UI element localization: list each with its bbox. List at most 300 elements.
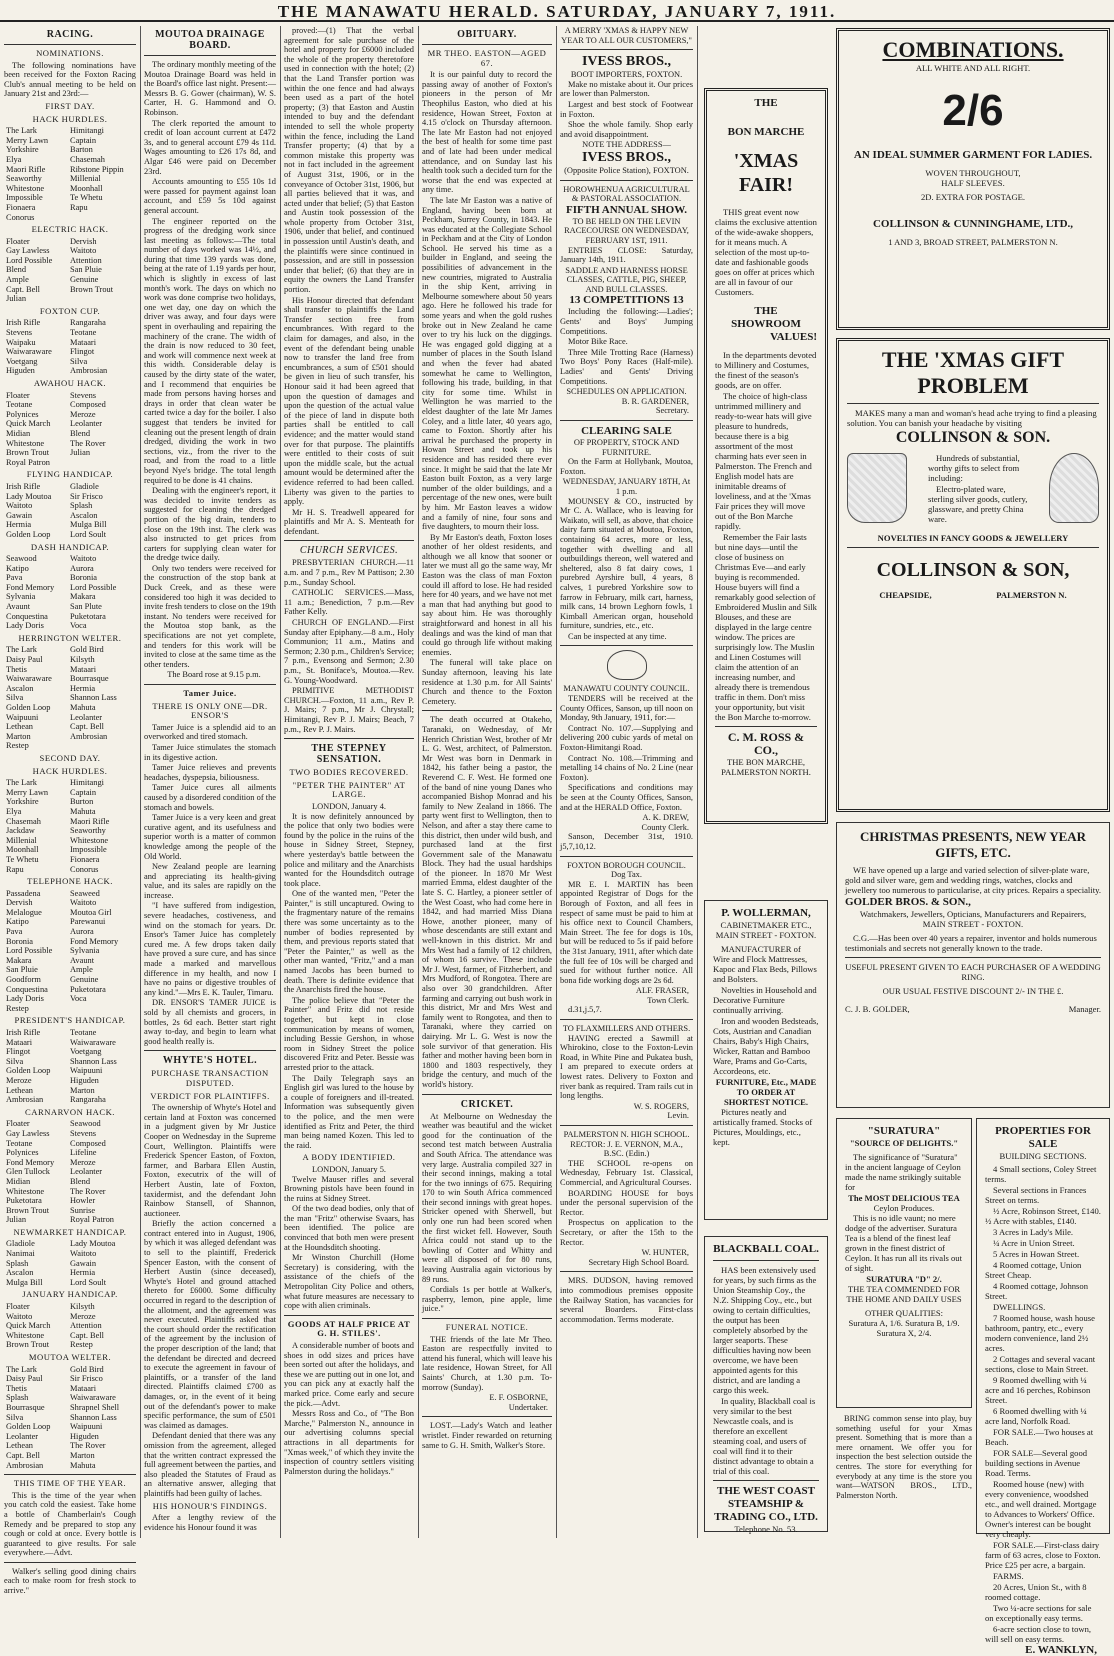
horse-name: Royal Patron (70, 1215, 114, 1225)
article-paragraph: Can be inspected at any time. (568, 631, 667, 641)
walker-note: Walker's selling good dining chairs each to make room for fresh stock to arrive." (4, 1566, 136, 1596)
signature: E. F. OSBORNE, (489, 1393, 548, 1403)
horse-name: Meroze (70, 1157, 96, 1167)
race-entry-row (4, 1038, 136, 1048)
horse-name: Whitestone (6, 183, 45, 193)
woll-sub: CABINETMAKER ETC., (720, 920, 812, 930)
sur-title: "SURATURA" (867, 1125, 941, 1137)
sur-sub: "SOURCE OF DELIGHTS." (849, 1138, 959, 1148)
race-title: ELECTRIC HACK. (31, 224, 109, 235)
race-entry-row (4, 1422, 136, 1432)
cricket-title: CRICKET. (460, 1098, 514, 1110)
article-paragraph: One of the wanted men, "Peter the Painter," is still uncaptured. Owing to the fragmentary nature of the remains there was some uncertainty as to the number of bodies represented by them, and previous reports stated that "Peter the Painter," as well as the other man wanted, "Fritz," and a man named Jacobs has been burned to death. There is definite evidence that the Anarchists fired the house. (284, 889, 414, 995)
race-entry-row (4, 184, 136, 194)
article-paragraph: MANUFACTURER of Wire and Flock Mattresses, Kapoc and Flax Beds, Pillows and Bolsters. (713, 944, 817, 984)
horse-name: Pava (6, 573, 23, 583)
golder-discount: OUR USUAL FESTIVE DISCOUNT 2/- IN THE £. (882, 986, 1064, 996)
wollerman-ad (704, 900, 828, 1220)
horse-name: Polynices (6, 409, 39, 419)
horse-name: Puketotara (70, 984, 106, 994)
race-entry-row (4, 684, 136, 694)
race-entry-row (4, 937, 136, 947)
horse-name: Yorkshire (6, 145, 39, 155)
suratura-ad (836, 1118, 972, 1408)
race-entry-row (4, 482, 136, 492)
horse-name: Kilsyth (70, 1302, 95, 1312)
horse-name: Waipuuni (70, 1066, 103, 1076)
horse-name: Lady Moutoa (6, 491, 52, 501)
blackball-ad (704, 1236, 828, 1532)
article-paragraph: THIS great event now claims the exclusive attention of the wide-awake shoppers, for it means much. A selection of the most up-to-date and fashionable goods goes on offer at prices which are all in favour of our Customers. (715, 207, 817, 297)
race-title: AWAHOU HACK. (33, 378, 107, 388)
signature: A. K. DREW, (642, 813, 689, 823)
comb-title: COMBINATIONS. (882, 37, 1064, 62)
article-paragraph: WE have opened up a large and varied selection of silver-plate ware, gold and silver ware, gem and wedding rings, watches, clocks and jewellery too numerous to particularise, at city prices. Repairs a speciality. (845, 865, 1101, 895)
horse-name: Fond Memory (6, 1157, 55, 1167)
horse-name: Impossible (70, 845, 107, 855)
sur-d: SURATURA "D" 2/. (866, 1274, 942, 1284)
ivess-note: NOTE THE ADDRESS— (582, 140, 671, 150)
race-entry-row (4, 501, 136, 511)
horo-competitions: 13 COMPETITIONS 13 (569, 294, 684, 307)
horse-name: Meroze (70, 1311, 96, 1321)
horse-name (70, 213, 134, 223)
race-entry-row (4, 492, 136, 502)
horo-date: TO BE HELD ON THE LEVIN RACECOURSE ON WEDNESDAY, FEBRUARY 1ST, 1911. (564, 216, 689, 245)
article-paragraph: MAKES many a man and woman's head ache trying to find a pleasing solution. You can banish your headache by visiting (847, 408, 1097, 428)
horse-name: Makara (70, 592, 96, 602)
horse-name: Conorus (70, 864, 99, 874)
horse-name: The Rover (70, 1441, 106, 1451)
horse-name: Lady Doris (6, 621, 44, 631)
article-paragraph: Cordials 1s per bottle at Walker's, raspberry, lemon, pine apple, lime juice." (422, 1285, 552, 1314)
horse-name: Seaworthy (6, 174, 42, 184)
article-paragraph: Pictures neatly and artistically framed. Stocks of Pictures, Mouldings, etc., kept. (713, 1107, 813, 1147)
dateline: LONDON, January 5. (312, 1164, 386, 1174)
horse-name: Lord Possible (6, 946, 53, 956)
article-paragraph: TENDERS will be received at the County Offices, Sanson, up till noon on Monday, 9th January, 1911, for:— (560, 694, 693, 723)
horse-name: The Rover (70, 438, 106, 448)
race-entry-row (4, 1057, 136, 1067)
horse-name: Lethean (6, 1441, 33, 1451)
cruet-icon (1049, 453, 1099, 523)
article-paragraph: On the Farm at Hollybank, Moutoa, Foxton. (560, 457, 693, 476)
race-entry-row (4, 592, 136, 602)
race-entry-row (4, 713, 136, 723)
horse-name: Gladiole (6, 1239, 35, 1249)
horse-name: Polynices (6, 1148, 39, 1158)
obituary-title: OBITUARY. (457, 29, 517, 40)
race-entry-row (4, 612, 136, 622)
horse-name: Elya (6, 806, 22, 816)
horse-name: Hermia (70, 683, 96, 693)
first-day-heading: FIRST DAY. (45, 100, 95, 111)
race-entry-row (4, 965, 136, 975)
race-entry-row (4, 778, 136, 788)
signature: ALF. FRASER, (635, 986, 689, 996)
horse-name: Splash (70, 501, 93, 511)
article-paragraph: The ordinary monthly meeting of the Moutoa Drainage Board was held in the Board's office last night. Present:—Messrs B. G. Gower (chairman), W. S. Carter, H. G. Hammond and O. Robinson. (144, 60, 276, 117)
horse-name: Waipuuni (6, 712, 39, 722)
horse-name: Meroze (70, 409, 96, 419)
horse-name: Dervish (70, 236, 97, 246)
horse-name: Mataari (6, 1037, 33, 1047)
race-entry-row (4, 318, 136, 328)
horse-name: Higuden (70, 1075, 99, 1085)
horse-name: Silva (70, 356, 88, 366)
horse-name: Goodform (6, 975, 41, 985)
golder-ad (836, 822, 1110, 1108)
clearing-sub: OF PROPERTY, STOCK AND FURNITURE. (573, 438, 680, 457)
race-entry-row (4, 1259, 136, 1269)
article-paragraph: BOARDING HOUSE for boys under the personal supervision of the Rector. (560, 1188, 693, 1217)
horse-name: Fond Memory (70, 936, 119, 946)
bon-the: THE (754, 97, 778, 109)
dateline: LONDON, January 4. (312, 801, 386, 811)
properties-ad (976, 1118, 1110, 1656)
horse-name: Fond Memory (6, 582, 55, 592)
watson-ad (836, 1414, 972, 1534)
article-paragraph: SADDLE AND HARNESS HORSE CLASSES, CATTLE, PIG, SHEEP, AND BULL CLASSES. (565, 265, 688, 294)
article-paragraph: A considerable number of boots and shoes in odd sizes and prices have been sorted out after the holidays, and these we are putting out in one lot, and you can pick any at exactly half the marked price. Come early and secure the pick.—Advt. (284, 1341, 415, 1408)
horse-name: Sunrise (70, 1205, 96, 1215)
race-entry-row (4, 439, 136, 449)
tamer-title: Tamer Juice. (183, 688, 237, 698)
horo-show: FIFTH ANNUAL SHOW. (566, 203, 687, 216)
race-title: FOXTON CUP. (39, 305, 101, 316)
honour-title: HIS HONOUR'S FINDINGS. (152, 1500, 268, 1511)
article-paragraph: Iron and wooden Bedsteads, Cots, Austrian and Canadian Chairs, Baby's High Chairs, Wicker, Rattan and Bamboo Ware, Prams and Go-Carts, Accordeons, etc. (713, 1016, 819, 1076)
horse-name: Waitoto (6, 501, 33, 511)
woll-head: FURNITURE, Etc., MADE TO ORDER AT SHORTEST NOTICE. (715, 1077, 817, 1107)
article-paragraph: Shoe the whole family. Shop early and avoid disappointment. (560, 120, 693, 139)
article-paragraph: It is our painful duty to record the passing away of another of Foxton's pioneers in the person of Mr Theophilus Easton, who died at his residence, Howan Street, Foxton at 4.15 o'clock on Thursday afternoon. The late Mr Easton had not enjoyed the best of health for some time past and of late had been under medical attendance, and on Sunday last his health took such a decided turn for the worse that the end was expected at any time. (422, 70, 552, 195)
horse-name: Capt. Bell (6, 1450, 40, 1460)
whyte-subtitle: PURCHASE TRANSACTION DISPUTED. (151, 1068, 269, 1088)
prop-sub: BUILDING SECTIONS. (999, 1151, 1087, 1161)
school-title: PALMERSTON N. HIGH SCHOOL. (563, 1130, 690, 1139)
bon-showroom: SHOWROOM (731, 318, 801, 330)
race-entry-row (4, 458, 136, 468)
horse-name: Moonhall (70, 183, 103, 193)
race-entry-row (4, 908, 136, 918)
horse-name: Whitestone (70, 835, 109, 845)
golder-name: GOLDER BROS. & SON., (845, 896, 971, 908)
sur-qualities: Suratura A, 1/6. Suratura B, 1/9. Suratura X, 2/4. (848, 1318, 960, 1338)
article-paragraph: Sanson, December 31st, 1910. j5,7,10,12. (560, 832, 693, 851)
comb-post: 2D. EXTRA FOR POSTAGE. (920, 192, 1026, 202)
this-time-text: This is the time of the year when you catch cold the easiest. Take home a bottle of Chamberlain's Cough Remedy and be prepared to stop any cough or cold at once. Every bottle is guaranteed to give results. For sale everywhere.—Advt. (4, 1490, 136, 1558)
race-entry-row (4, 213, 136, 223)
horse-name: Gay Lawless (6, 1128, 50, 1138)
horo-title: HOROWHENUA AGRICULTURAL & PASTORAL ASSOCIATION. (563, 184, 690, 204)
race-entry-row (4, 975, 136, 985)
property-item: 6 Roomed dwelling with ¼ acre land, Norfolk Road. (985, 1406, 1087, 1426)
horse-name: Lord Possible (6, 255, 53, 265)
sur-other: OTHER QUALITIES: (864, 1308, 944, 1318)
horse-name: Genuine (70, 975, 99, 985)
property-item: FOR SALE.—Two houses at Beach. (985, 1427, 1094, 1447)
horse-name: Capt. Bell (6, 284, 40, 294)
article-paragraph: The late Mr Easton was a native of England, having been born at Peckham, Surrey County, in 1843. He was educated at the Collegiate School in Peckham and at the City of London School. He served his time as a builder in England, and seeing the possibilities of advancement in the new countries, migrated to Australia in the ship Kent, arriving in Melbourne somewhere about 50 years ago. Here he followed his trade for some years and when the gold rushes broke out in New Zealand he came over to try his luck on the diggings. He was engaged gold digging at a number of places in the South Island and when the fever had abated somewhat he came to Wellington, following his trade, building, in that city for some time. Whilst in Wellington he was married to the eldest daughter of the late Mr James Coley, and a little later, 40 years ago, came to Foxton. Shortly after his arrival he purchased the property in Howan Street and took up his residence and has resided there ever since. It might be said that the late Mr Easton built Foxton, as a very large number of the older buildings, and a percentage of the new ones, were built by him. Mr Easton leaves a widow and a family of nine, four sons and five daughters, to mourn their loss. (422, 195, 552, 532)
signature: Town Clerk. (647, 995, 689, 1005)
school-rector: RECTOR: J. E. VERNON, M.A., B.SC. (Edin.) (570, 1139, 683, 1159)
horse-name: Hermia (70, 1268, 96, 1278)
horse-name: Pava (6, 927, 23, 937)
horse-name: Kilsyth (70, 655, 95, 665)
race-entry-row (4, 1148, 136, 1158)
horse-name: Shannon Lass (70, 1412, 117, 1422)
horse-name: Leolanter (70, 1167, 103, 1177)
race-list (4, 1016, 136, 1104)
race-entry-row (4, 391, 136, 401)
property-item: DWELLINGS. (993, 1302, 1046, 1312)
property-item: 3 Acres in Lady's Mile. (993, 1227, 1074, 1237)
ivess-header: A MERRY 'XMAS & HAPPY NEW YEAR TO ALL OUR CUSTOMERS," (561, 26, 692, 45)
steamship-name: THE WEST COAST STEAMSHIP & TRADING CO., LTD. (714, 1485, 818, 1523)
horse-name: Blend (6, 265, 27, 275)
article-paragraph: Tamer Juice is a splendid aid to an overworked and tired stomach. (144, 722, 276, 742)
race-entry-row (4, 1004, 136, 1014)
race-entry-row (4, 1278, 136, 1288)
article-paragraph: The Board rose at 9.15 p.m. (167, 670, 261, 680)
horse-name: Marton (70, 1450, 95, 1460)
horse-name: Royal Patron (6, 457, 50, 467)
article-paragraph: The engineer reported on the progress of the dredging work since last meeting as follows:—The total number of days worked was 14½, and during that time 139 yards was done, being at the rate of 1.19 yards per hour, which is slightly in excess of last month's work. The days on which no work was done comprise two holidays, one wet day, one day on which the driver was away, and four days were spent in overhauling and repairing the machinery of the crane. The width of the drain is now reduced to 30 feet, and work will commence next week at this width. Considerable delay is caused by the dirty state of the water, and I recommend that enquiries be made from persons having horses and drays in order that clean water be carted twice a day for the boiler. I also suggest that tenders be invited for cleaning out the present length of drain dredged, dividing the work in two sections, viz., from the river to the road, and from the road to a little beyond Nye's bridge. The total length required to be done is 41 chains. (144, 216, 276, 485)
horse-name: Waipuuni (70, 1422, 103, 1432)
race-entry-row (4, 347, 136, 357)
county-title: MANAWATU COUNTY COUNCIL. (563, 684, 690, 694)
clearing-date: WEDNESDAY, JANUARY 18TH, At 1 p.m. (562, 477, 691, 496)
horse-name: Seaweed (70, 888, 100, 898)
horse-name: Rangaraha (70, 318, 106, 328)
bon-ross2: THE BON MARCHE, (726, 757, 806, 767)
horse-name: Passadena (6, 888, 41, 898)
bon-the2: THE (754, 305, 778, 317)
horse-name: The Lark (6, 126, 37, 136)
race-entry-row (4, 1365, 136, 1375)
race-entry-row (4, 285, 136, 295)
horse-name: Rapu (6, 864, 24, 874)
horse-name: Gawain (6, 510, 33, 520)
horse-name: Capt. Bell (70, 1330, 104, 1340)
article-paragraph: THE SCHOOL re-opens on Wednesday, February 1st. Classical, Commercial, and Agricultural Courses. (560, 1158, 693, 1187)
horse-name: Melalogue (6, 907, 42, 917)
bon-values: VALUES! (770, 331, 817, 343)
article-paragraph: MRS. DUDSON, having removed into commodious premises opposite the Railway Station, has vacancies for several Boarders. First-class accommodation. Terms moderate. (560, 1276, 693, 1324)
horse-name: Flingot (6, 1047, 31, 1057)
race-entry-row (4, 1413, 136, 1423)
horse-name: Whitestone (6, 1330, 45, 1340)
article-paragraph: The death occurred at Otakeho, Taranaki, on Wednesday, of Mr Henrich Christian West, brother of Mr L. G. West, architect, of Palmerston. Mr West was born in Denmark in 1842, his father being a pastor, the Reverend C. F. West. He formed one of the band of nine young Danes who accompanied Bishop Monrad and his family to New Zealand in 1866. The party went first to Wellington, then to Nelson, and after a stay there came to this district, then under wild bush, and purchased land at the first Government sale of the Manawatu Block. They had the usual hardships of the pioneer. In 1870 Mr West married Emma, eldest daughter of the late S. C. Hartley, a pioneer settler of the West Coast, who had come here in 1842, and had married Miss Diana Howe, another pioneer, many of whose descendants are still extant and well-known in this district. Mr and Mrs West had a family of 12 children, of whom 16 survive. These include Mr J. West, farmer, of Fitzherbert, and Mrs Mudford, of Rongotea. There are also over 30 grandchildren. After farming and carrying out bush work in this district, Mr and Mrs West and family went to Rongotea, and then to Taranaki, where they carried on dairying. Mr L. G. West is now the sole survivor of that generation. His father and mother having been born in 1800 and 1803 respectively, they bridge the century, and much of the world's history. (422, 715, 552, 1089)
horse-name: Katipo (6, 917, 29, 927)
article-paragraph: PRESBYTERIAN CHURCH.—11 a.m. and 7 p.m., Rev M Pattison; 2.30 p.m., Sunday School. (284, 558, 414, 587)
horse-name: Lady Doris (6, 994, 44, 1004)
horse-name: Ample (6, 275, 29, 285)
horse-name: Stevens (70, 390, 97, 400)
ivess-name: IVESS BROS., (581, 54, 672, 70)
race-entry-row (4, 797, 136, 807)
article-paragraph: The choice of high-class untrimmed millinery and ready-to-wear hats will give pleasure to hundreds, because there is a big assortment of the most charming hats ever seen in Palmerston. The French and English model hats are inimitable dreams of loveliness, and at the 'Xmas Fair prices they will move out of the Bon Marche rapidly. (715, 391, 812, 531)
horse-name: Waipaku (6, 337, 36, 347)
race-entry-row (4, 1302, 136, 1312)
race-entry-row (4, 788, 136, 798)
race-entry-row (4, 1158, 136, 1168)
horse-name: Waiwaraware (70, 1393, 116, 1403)
column-rule (418, 26, 419, 1538)
race-title: HACK HURDLES. (32, 765, 108, 776)
horse-name: Voca (70, 621, 87, 631)
race-entry-row (4, 836, 136, 846)
horse-name: The Lark (6, 645, 37, 655)
racing-subtitle: NOMINATIONS. (36, 48, 104, 58)
flax-title: TO FLAXMILLERS AND OTHERS. (562, 1024, 691, 1034)
funeral-title: FUNERAL NOTICE. (445, 1322, 529, 1332)
race-entry-row (4, 429, 136, 439)
horse-name: Julian (70, 448, 91, 458)
race-entry-row (4, 583, 136, 593)
article-paragraph: The Daily Telegraph says an English girl was lured to the house by a couple of foreigners and ill-treated. Information was subsequently given to the police, and the men were identified as Fritz and Peter, the third man being named Kozen. This led to the raid. (284, 1073, 414, 1150)
article-paragraph: Tamer Juice cures all ailments caused by a disordered condition of the stomach and bowels. (144, 783, 276, 812)
horse-name: Floater (6, 1119, 30, 1129)
article-paragraph: "I have suffered from indigestion, severe headaches, costiveness, and wind on the stomach for years. Dr. Ensor's Tamer Juice has completely cured me. A few drops taken daily have proved a sure cure, and has since made a marked and marvellous difference in my health, and now I have no pains or digestive troubles of any kind."—Mrs E. K. Tauler, Timaru. (144, 901, 276, 997)
column-notices (560, 26, 693, 1538)
race-entry-row (4, 946, 136, 956)
horse-name: Restep (6, 741, 29, 751)
horse-name: Maori Rifle (6, 164, 46, 174)
horse-name: Lethean (6, 1085, 33, 1095)
horse-name: Teotane (70, 328, 97, 338)
horse-name: Julian (6, 294, 27, 304)
property-item: ½ Acre, Robinson Street, £140. ½ Acre with stables, £140. (985, 1206, 1101, 1226)
race-list (4, 877, 136, 1013)
race-title: NEWMARKET HANDICAP. (13, 1226, 127, 1237)
race-entry-row (4, 927, 136, 937)
horse-name (70, 294, 134, 304)
bon-ross3: PALMERSTON NORTH. (721, 767, 811, 777)
horse-name: Ascalon (70, 510, 98, 520)
horse-name: Waitoto (70, 898, 97, 908)
horse-name: Gay Lawless (6, 246, 50, 256)
article-paragraph: At Melbourne on Wednesday the weather was beautiful and the wicket good for the continuation of the second test match between Australia and South Africa. The attendance was very large. Australia compiled 327 in their second innings, making a total for the two innings of 675. Requiring 170 to win South Africa commenced their second innings with great hopes. Stricker opened with Sherwell, but only one run had been scored when the first wicket fell. However, South Africa could not stand up to the bowling of Cotter and Whitty and were all disposed of for 80 runs, leaving Australia again victorious by 89 runs. (422, 1111, 552, 1284)
gift-name: COLLINSON & SON. (895, 429, 1051, 446)
race-list (4, 307, 136, 376)
horse-name: Te Whetu (70, 193, 103, 203)
race-title: PRESIDENT'S HANDICAP. (14, 1015, 126, 1026)
property-item: Two ¼-acre sections for sale on exceptionally easy terms. (985, 1603, 1092, 1623)
race-entry-row (4, 674, 136, 684)
race-entry-row (4, 645, 136, 655)
signature: Manager. (1068, 1004, 1101, 1014)
article-paragraph: The police believe that "Peter the Painter" and Fritz did not reside together, but kept in close communication by means of women, including Bessie Gershon, in whose room in Sidney Street the police discovered Fritz and Peter. Bessie was arrested prior to the attack. (284, 995, 414, 1072)
article-paragraph: MR E. I. MARTIN has been appointed Registrar of Dogs for the Borough of Foxton, and all fees in respect of same must be paid to him at his office next to Council Chambers, Main Street. The fee for dogs is 10s, but will be reduced to 5s if paid before the 31st January, 1911, after which date the full fee of 10s will be charged and sued for without further notice. All bona fide working dogs are 2s 6d. (560, 879, 693, 985)
horse-name: Leolanter (6, 1431, 39, 1441)
horse-name: Impossible (6, 193, 43, 203)
horse-name: Composed (70, 1138, 106, 1148)
race-entry-row (4, 203, 136, 213)
golder-sub: Watchmakers, Jewellers, Opticians, Manufacturers and Repairers, (859, 909, 1087, 919)
horse-name: San Plute (70, 602, 102, 612)
horse-name: Midian (6, 1176, 31, 1186)
horse-name: Mulga Bill (6, 1277, 43, 1287)
horse-name: Capt. Bell (70, 722, 104, 732)
race-list (4, 470, 136, 539)
horse-name: Brown Trout (70, 284, 114, 294)
race-list (4, 634, 136, 751)
horse-name: Merry Lawn (6, 135, 49, 145)
article-paragraph: Hundreds of substantial, worthy gifts to select from including: (928, 453, 1020, 483)
horse-name: Chasemah (6, 816, 41, 826)
race-entry-row (4, 1095, 136, 1105)
article-paragraph: Contract No. 108.—Trimming and metalling 14 chains of No. 2 Line (near Foxton). (560, 753, 693, 782)
article-paragraph: HAVING erected a Sawmill at Whirokino, close to the Foxton-Levin Road, in White Pine and Pukatea bush, I am prepared to execute orders at lowest rates. Delivery to Foxton and river bank as required. Tram rails cut in long lengths. (560, 1033, 693, 1101)
gift-problem-ad (836, 338, 1110, 812)
race-entry-row (4, 817, 136, 827)
race-entry-row (4, 265, 136, 275)
horse-name: Ascalon (6, 1268, 34, 1278)
race-entry-row (4, 985, 136, 995)
column-obituary (422, 26, 552, 1538)
horse-name: Voca (70, 994, 87, 1004)
horse-name: Irish Rifle (6, 318, 41, 328)
race-entry-row (4, 530, 136, 540)
race-entry-row (4, 338, 136, 348)
horse-name: Stevens (70, 1128, 97, 1138)
sur-ceylon: Ceylon Produces. (873, 1203, 935, 1213)
article-paragraph: Novelties in Household and Decorative Furniture continually arriving. (713, 985, 817, 1015)
horse-name: Quick March (6, 419, 51, 429)
horse-name: Brown Trout (6, 1340, 50, 1350)
property-item: ¼ Acre in Union Street. (993, 1238, 1075, 1248)
race-entry-row (4, 328, 136, 338)
horse-name: Katipo (6, 563, 29, 573)
article-paragraph: Make no mistake about it. Our prices are lower than Palmerston. (560, 79, 693, 99)
horse-name: Millenial (70, 174, 101, 184)
horse-name: Silva (6, 693, 24, 703)
property-item: 9 Roomed dwelling with ¼ acre and 16 perches, Robinson Street. (985, 1375, 1091, 1405)
horse-name: Mataari (70, 337, 97, 347)
race-entry-row (4, 1331, 136, 1341)
horse-name: Waitoto (70, 554, 97, 564)
horse-name: Voetgang (6, 356, 38, 366)
race-entry-row (4, 956, 136, 966)
ivess-sub: BOOT IMPORTERS, FOXTON. (570, 70, 683, 80)
horse-name: Mataari (70, 664, 97, 674)
comb-ideal: AN IDEAL SUMMER GARMENT FOR LADIES. (853, 149, 1093, 161)
article-paragraph: DR. ENSOR'S TAMER JUICE is sold by all chemists and grocers, in bottles, 2s 6d each. Better start right away to-day, and begin to learn what good health really is. (144, 998, 276, 1046)
horse-name: Irish Rifle (6, 1028, 41, 1037)
horse-name: Glen Tullock (6, 1167, 50, 1177)
horse-name: Parewanui (70, 917, 106, 927)
horse-name: Te Whetu (6, 854, 39, 864)
race-entry-row (4, 703, 136, 713)
race-entry-row (4, 1393, 136, 1403)
race-title: FLYING HANDICAP. (26, 469, 114, 480)
property-item: FOR SALE—Several good building sections in Avenue Road. Terms. (985, 1448, 1088, 1478)
race-entry-row (4, 1139, 136, 1149)
race-entry-row (4, 917, 136, 927)
lost-notice: LOST.—Lady's Watch and leather wristlet. Finder rewarded on returning same to G. H. Smith, Walker's Store. (422, 1421, 552, 1450)
horse-name: Ascalon (6, 683, 34, 693)
horse-name: Captain (70, 135, 97, 145)
race-entry-row (4, 155, 136, 165)
horse-name: Captain (70, 787, 97, 797)
horse-name: Moonhall (6, 845, 39, 855)
race-entry-row (4, 1461, 136, 1471)
second-day-heading: SECOND DAY. (39, 752, 101, 763)
horse-name: Quick March (6, 1321, 51, 1331)
horse-name: Millenial (6, 835, 37, 845)
